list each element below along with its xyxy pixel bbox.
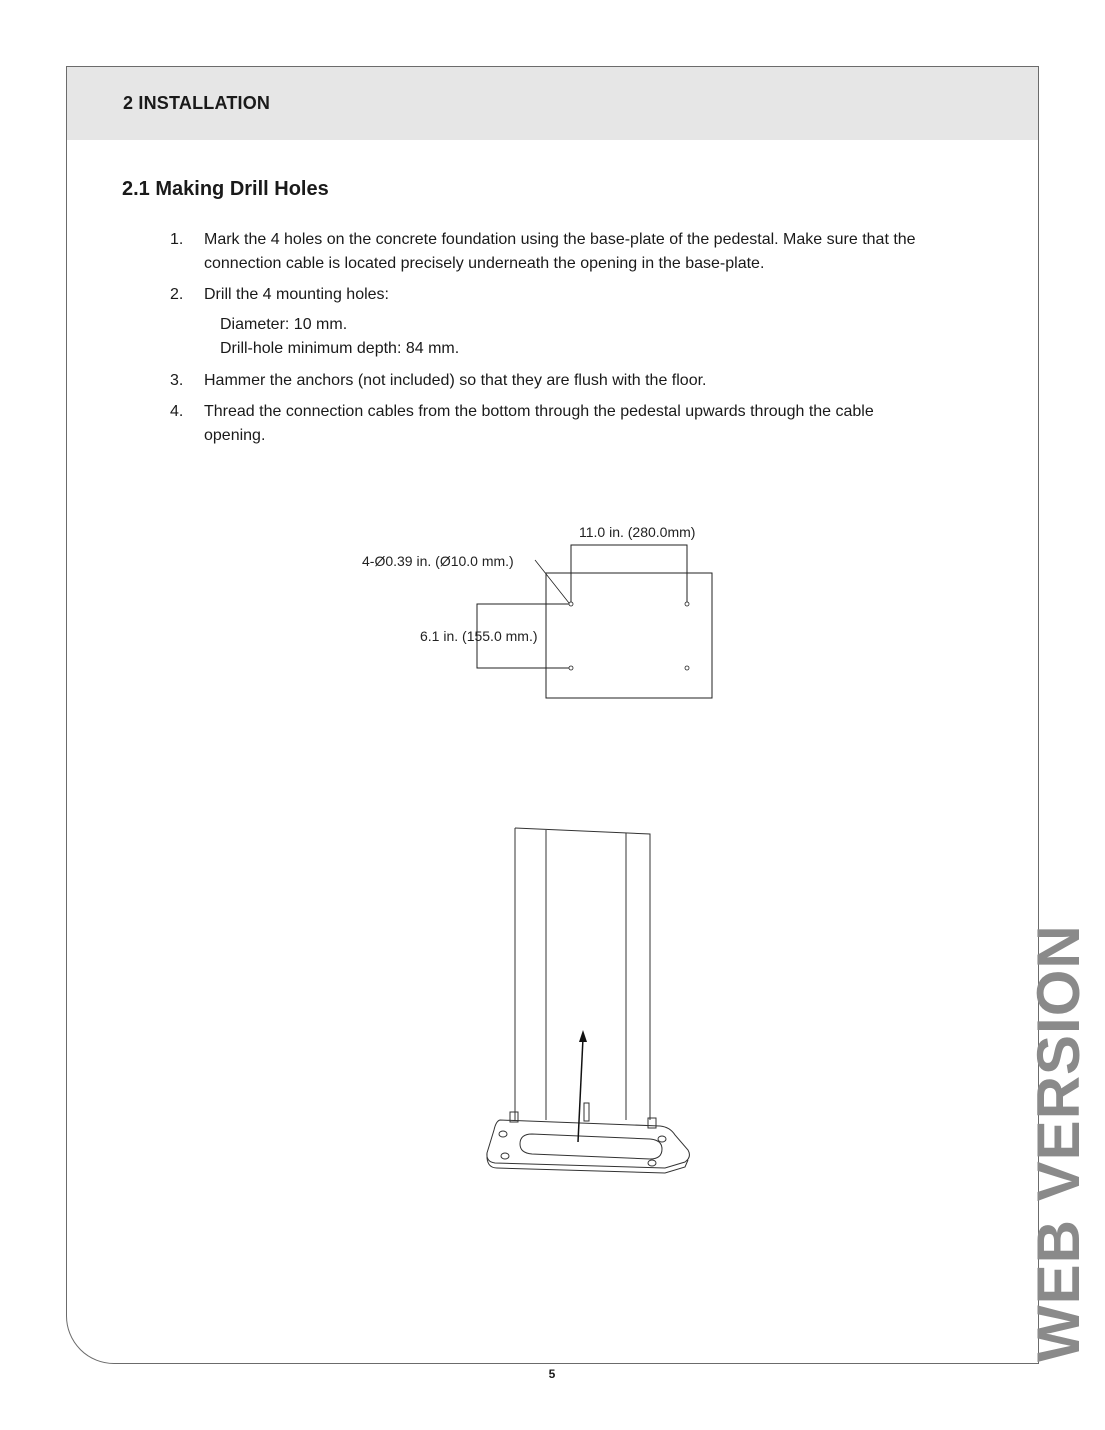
step-number: 3. (170, 372, 184, 389)
step-text: Mark the 4 holes on the concrete foundation using the base-plate of the pedestal. Make sure that the connection cable is located precisely underneath the opening in the base-plate. (204, 231, 916, 272)
cable-arrow (578, 1038, 583, 1142)
step-text: Thread the connection cables from the bottom through the pedestal upwards through the cable opening. (204, 403, 874, 444)
drill-hole (569, 602, 573, 606)
list-item (170, 228, 990, 276)
mounting-hole (658, 1136, 666, 1142)
diameter-spec: Diameter: 10 mm. (220, 316, 348, 333)
width-dimension-line (571, 545, 687, 604)
chapter-title: 2 INSTALLATION (123, 93, 271, 113)
step-number: 1. (170, 231, 184, 248)
list-item (170, 283, 990, 361)
instruction-list (170, 228, 990, 455)
hole-diameter-label: 4-Ø0.39 in. (Ø10.0 mm.) (362, 553, 514, 569)
mounting-hole (499, 1131, 507, 1137)
section-title: 2.1 Making Drill Holes (122, 178, 329, 200)
cable-opening (520, 1134, 662, 1159)
page-number: 5 (548, 1367, 556, 1381)
drill-specs (204, 313, 990, 361)
arrow-head-icon (579, 1030, 587, 1042)
step-text: Drill the 4 mounting holes: (204, 286, 389, 303)
depth-spec: Drill-hole minimum depth: 84 mm. (220, 340, 460, 357)
drill-hole-diagram (350, 515, 730, 710)
base-plate (487, 1120, 690, 1168)
drill-hole (685, 602, 689, 606)
step-text: Hammer the anchors (not included) so that they are flush with the floor. (204, 372, 707, 389)
list-item (170, 369, 990, 393)
mounting-hole (501, 1153, 509, 1159)
step-number: 4. (170, 403, 184, 420)
pedestal-column (515, 828, 650, 1120)
drill-hole (569, 666, 573, 670)
hole-leader-line (535, 560, 569, 603)
step-number: 2. (170, 286, 184, 303)
height-label: 6.1 in. (155.0 mm.) (420, 628, 538, 644)
pedestal-illustration (470, 820, 700, 1180)
web-version-watermark: WEB VERSION (1025, 924, 1092, 1362)
chapter-header (67, 67, 1038, 140)
mounting-hole (648, 1160, 656, 1166)
drill-hole (685, 666, 689, 670)
width-label: 11.0 in. (280.0mm) (579, 524, 696, 540)
list-item (170, 400, 884, 448)
